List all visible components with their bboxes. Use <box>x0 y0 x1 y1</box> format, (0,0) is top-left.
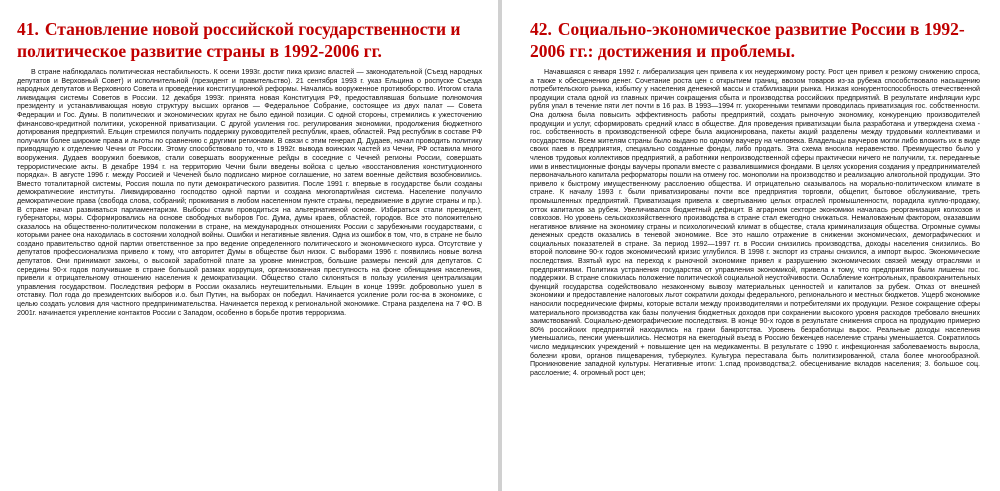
left-page-title <box>17 18 482 62</box>
left-page-body: В стране наблюдалась политическая нестабильность. К осени 1993г. достиг пика кризис властей — законодательной (Съезд народных депутатов и Верховный Совет) и исполнительной (президент и правительство). 21 сентября 1993 г. указ Ельцина о роспуске Съезда народных депутатов и Верховного Совета и проведении конституционной реформы. Начались вооруженное противоборство. Итогом стала ликвидация системы Советов в России. 12 декабря 1993г. принята новая Конституция РФ, предоставлявшая большие полномочия президенту и устанавливающая новую структуру высших органов — Федеральное Собрание, состоящее из двух палат — Совета Федерации и Гос. Думы. В политических и экономических кругах не было единой позиции. С одной стороны, стремились к ужесточению финансово-кредитной политики, ускоренной приватизации. С другой усиления гос. регулирования экономики, продолжения бюджетного дотирования предприятий. Ельцин стремился получить поддержку руководителей республик, краев, областей. Ряд республик в составе РФ получили более широкие права и льготы по сравнению с другими регионами. В связи с этим генерал Д. Дудаев, начал проводить политику приводящую к отделению Чечни от России. Этому способствовало то, что в 1992г. вывода воинских частей из Чечни, РФ оставила много вооружения. Дудаев вооружил боевиков, стали совершать вооруженные рейды в соседние с Чечней регионы России, совершать террористические акты. В декабре 1994 г. на территорию Чечни были введены войска с целью «восстановления конституционного порядка». В августе 1996 г. между Россией и Чеченей было подписано мирное соглашение, но затем военные действия возобновились. Вместо тоталитарной системы, Россия пошла по пути демократического развития. После 1991 г. впервые в государстве были созданы демократические институты. Ликвидированно господство одной партии и создана многопартийная система. Население получило демократические права (свобода слова, собраний; проживания в любом населенном пункте страны, передвижение в другие страны и пр.). В стране начал развиваться парламентаризм. Выборы стали проводиться на альтернативной основе. Избираться стали президент, губернаторы, мэры. Сформировались на основе свободных выборов Гос. Дума, думы краев, областей, городов. Все это положительно сказалось на общественно-политическом положении в стране, на международных отношениях России с зарубежными государствами, с которыми ранее она находилась в состоянии холодной войны. Ошибки и негативные явления. Одна из ошибок в том, что, в стране не было создано правительство одной партии ответственное за про ведение определенного политического и экономического курса. Отсутствие у депутатов профессионализма привело к тому, что авторитет Думы в обществе был низок. С выборами 1996 г. появились новые волна депутатов. Они принимают законы, о высокой заработной плате за уровне министров, большие размеры пенсий для депутатов. С середины 90-х годов получившие в стране большой размах коррупция, организованная преступность на фоне обнищания населения, привели к отрицательному отношению населения к демократизации. Общество стало склоняться в пользу усиления централизации управления государством. Последствия реформ в России оказались неутешительными. Ельцин в конце 1999г. добровольно ушел в отставку. Пол года до президентских выборов и.о. был Путин, на выборах он победил. Начинается усиление роли гос-ва в экономике, с целью создать условия для частного предпринимательства. Начинается переход к региональной экономике. Страна разделена на 7 ФО. В 2001г. начинается укрепление контактов России с Западом, особенно в борьбе против терроризма. <box>17 68 482 317</box>
left-page-title-text: Становление новой российской государственности и политическое развитие страны в 1992-2006 гг. <box>17 19 461 61</box>
right-page-title-text: Социально-экономическое развитие России в 1992-2006 гг.: достижения и проблемы. <box>530 19 965 61</box>
left-page-number: 41. <box>17 19 39 39</box>
right-page <box>502 0 1000 491</box>
right-page-number: 42. <box>530 19 552 39</box>
right-page-title <box>530 18 980 62</box>
right-page-body: Начавшаяся с января 1992 г. либерализация цен привела к их неудержимому росту. Рост цен привел к резкому снижению спроса, а также к обесценению денег. Сочетание роста цен с открытием границ, ввозом товаров из-за рубежа способствовало насыщению потребительского рынка, избытку у населения денежной массы и стабилизации рынка. Низкая конкурентоспособность отечественной продукции стала одной из главных причин сокращения сбыта и производства российских предприятий. В результате инфляции курс рубля упал в течение пяти лет почти в 16 раз. В 1993—1994 гг. ускоренными темпами проводилась приватизация гос. собственности. Она должна была повысить эффективность работы предприятий, создать рыночную экономику, конкуренцию производителей продукции и услуг, сформировать средний класс в обществе. Для проведения приватизации была разработана и утверждена схема - гос. собственность в производственной сфере была акционирована, пакеты акций разделены между трудовыми коллективами и государством. Всем жителям страны было выдано по одному ваучеру на человека. Владельцы ваучеров могли либо вложить их в виде своих паев в предприятия, специально созданные фонды, либо продать. Эта схема вносила неравенство. Преимущество было у членов трудовых коллективов предприятий, а работники непроизводственной сферы практически ничего не получили, т.к. переданные ими в инвестиционные фонды ваучеры пропали вместе с развалившимися фондами. В целях ускорения создания у предпринимателей первоначального капитала реформаторы пошли на отмену гос. монополии на производство и реализацию алкогольной продукции. Это привело к быстрому имущественному расслоению общества. И отрицательно сказывалось на морально-политическом климате в стране. К началу 1993 г. были приватизированы почти все предприятия торговли, общепит, бытовое обслуживание, треть промышленных предприятий. Приватизация привела к свертыванию целых отраслей промышленности, порадила куплю-продажу, отток капиталов за рубеж. Увеличивался бюджетный дефицит. В аграрном секторе экономики началась реорганизация колхозов и совхозов. Но уровень сельскохозяйственного производства в стране стал ежегодно снижаться. Немаловажным фактором, оказавшим негативное влияние на экономику страны и психологический климат в обществе, стала криминализация общества. Огромные суммы денежных средств оказались в теневой экономике. Все это нашло отражение в снижении экономических, демографических и социальных показателей в стране. За период 1992—1997 гг. в России снизились производства, доходы населения снизились. Во второй половине 90-х годов экономический кризис углубился. В 1998 г. экспорт из страны снизился, а импорт вырос. Экономические последствия. Взятый курс на переход к рыночной экономике привел к разрушению экономических связей между отраслями и предприятиями. Политика устранения государства от управления экономикой, привела к тому, что предприятия были лишены гос. поддержки. В стране сложилась положение политической социальной неустойчивости. Ослабление контрольных, правоохранительных функций государства содействовало незаконному вывозу материальных ценностей и капиталов за рубеж. Отказ от внешней экономики и предоставление налоговых льгот сократили доходы федерального, регионального и местных бюджетов. Ущерб экономике наносили посреднические фирмы, которые встали между производителями и потребителями их продукции. Резкое сокращение сферы материального производства как базы получения бюджетных доходов при сохранении высокого уровня расходов требовало внешних заимствований. Социально-демографические последствия. В конце 90-х годов в результате снижения спроса на продукцию примерно 80% российских предприятий находились на грани банкротства. Уровень безработицы вырос. Реальные доходы населения уменьшались, пенсии уменьшились. Несмотря на ежегодный въезд в Россию беженцев население страны уменьшается. Сократилось число медицинских учреждений + повышение цен на медикаменты. В результате с 1990 г. инфекционная заболеваемость выросла, болезни крови, органов пищеварения, туберкулез. Культура переставала быть политизированной, стала более многообразной. Проникновение западной культуры. Негативные итоги: 1.спад производства;2. обесценивание вкладов населения; 3. большое соц. расслоение; 4. огромный рост цен; <box>530 68 980 377</box>
left-page <box>0 0 498 491</box>
